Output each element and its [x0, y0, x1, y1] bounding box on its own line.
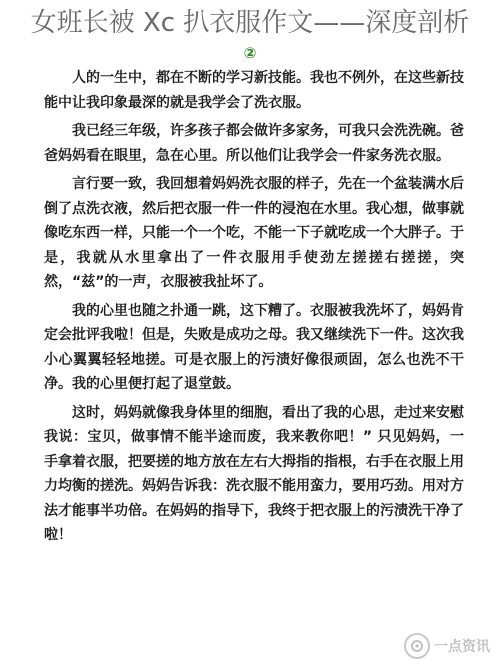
page-title: 女班长被 Xc 扒衣服作文——深度剖析: [30, 8, 470, 38]
article-paragraph: 这时，妈妈就像我身体里的细胞，看出了我的心思，走过来安慰我说：宝贝，做事情不能半途而废，我来教你吧！” 只见妈妈，一手拿着衣服，把要搓的地方放在左右大拇指的指根，右手在衣服上用力均衡的搓洗。妈妈告诉我：洗衣服不能用蛮力，要用巧劲。用对方法才能事半功倍。在妈妈的指导下，我终于把衣服上的污渍洗干净了啦！: [44, 404, 464, 543]
article-paragraph: 我已经三年级，许多孩子都会做许多家务，可我只会洗洗碗。爸爸妈妈看在眼里，急在心里。所以他们让我学会一件家务洗衣服。: [44, 123, 464, 164]
article-paragraph: 我的心里也随之扑通一跳，这下糟了。衣服被我洗坏了，妈妈肯定会批评我啦！但是，失败是成功之母。我又继续洗下一件。这次我小心翼翼轻轻地搓。可是衣服上的污渍好像很顽固，怎么也洗不干净。我的心里便打起了退堂鼓。: [44, 302, 464, 392]
page-header: [0, 6, 500, 62]
watermark-text: 一点资讯: [434, 639, 490, 655]
article-paragraph: 言行要一致，我回想着妈妈洗衣服的样子，先在一个盆装满水后倒了点洗衣液，然后把衣服一件一件的浸泡在水里。我心想，做事就像吃东西一样，只能一个一个吃，不能一下子就吃成一个大胖子。于是，我就从水里拿出了一件衣服用手使劲左搓搓右搓搓，突然，“兹”的一声，衣服被我扯坏了。: [44, 176, 464, 290]
article-paragraph: 人的一生中，都在不断的学习新技能。我也不例外，在这些新技能中让我印象最深的就是我学会了洗衣服。: [44, 70, 464, 111]
section-marker: ②: [243, 44, 257, 62]
watermark: [404, 633, 490, 659]
article-body: [44, 66, 464, 552]
watermark-logo-icon: [404, 633, 430, 659]
